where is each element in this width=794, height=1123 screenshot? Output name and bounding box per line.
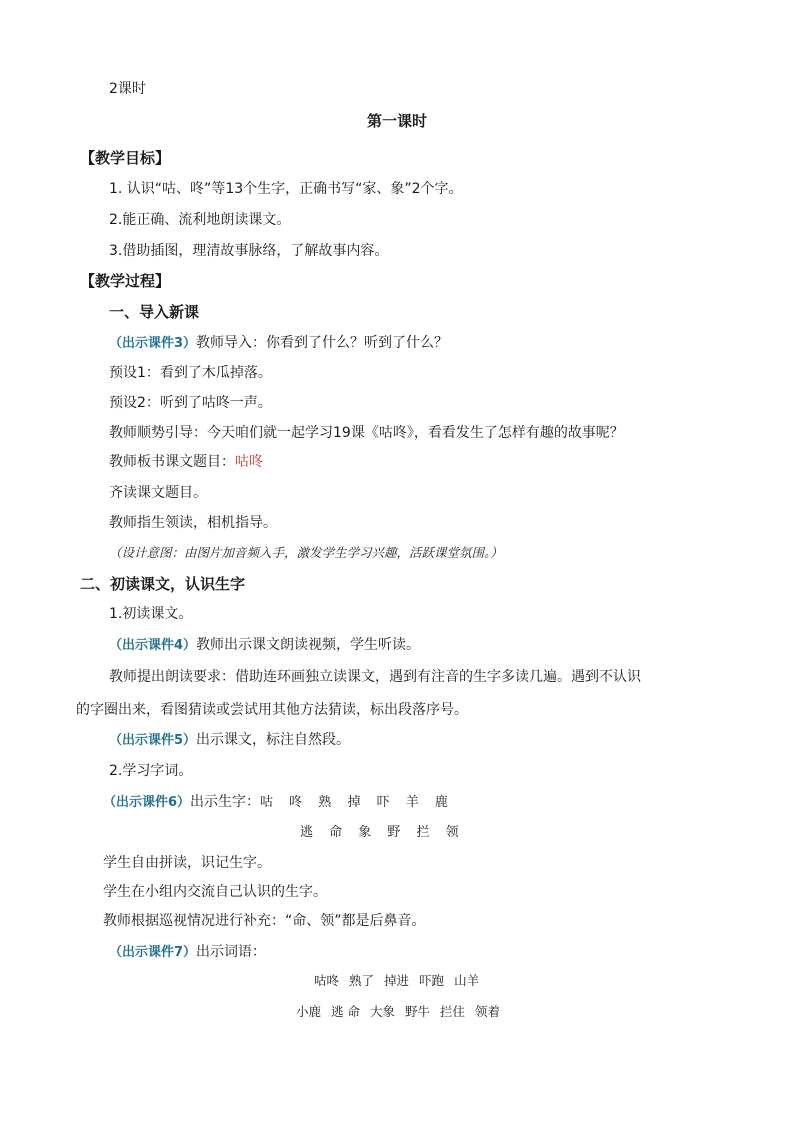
- requirement-line-2: 的字圈出来，看图猜读或尝试用其他方法猜读，标出段落序号。: [76, 702, 468, 718]
- goal-item: 2.能正确、流利地朗读课文。: [109, 212, 291, 228]
- supplement: 教师根据巡视情况进行补充：“命、领”都是后鼻音。: [103, 913, 426, 929]
- group-exchange: 学生在小组内交流自己认识的生字。: [103, 884, 327, 900]
- design-note: （设计意图：由图片加音频入手，激发学生学习兴趣，活跃课堂氛围。）: [109, 545, 503, 560]
- courseware5-line: [109, 731, 350, 750]
- requirement-line-1: 教师提出朗读要求：借助连环画独立读课文，遇到有注音的生字多读几遍。遇到不认识: [109, 669, 641, 685]
- courseware-tag: （出示课件5）: [109, 733, 197, 748]
- teacher-guide: 教师顺势引导：今天咱们就一起学习19课《咕咚》，看看发生了怎样有趣的故事呢？: [109, 425, 624, 441]
- board-prefix: 教师板书课文题目：: [109, 454, 235, 470]
- section2-title: 二、初读课文，认识生字: [80, 575, 246, 593]
- word: 吓跑: [419, 973, 445, 988]
- process-heading: 【教学过程】: [80, 272, 171, 290]
- read-title: 齐读课文题目。: [109, 485, 207, 501]
- preset-1: 预设1：看到了木瓜掉落。: [109, 365, 272, 381]
- goal-item: 1. 认识“咕、咚”等13个生字，正确书写“家、象”2个字。: [109, 181, 463, 197]
- courseware-tag: （出示课件7）: [109, 945, 197, 960]
- courseware3-line: [109, 334, 448, 353]
- courseware-text: 教师出示课文朗读视频，学生听读。: [196, 637, 421, 653]
- chars-row-1: 咕 咚 熟 掉 吓 羊 鹿: [260, 795, 454, 810]
- courseware-text: 出示词语：: [196, 944, 267, 960]
- word: 大象: [370, 1004, 396, 1019]
- courseware4-line: [109, 636, 420, 655]
- lead-read: 教师指生领读，相机指导。: [109, 515, 277, 531]
- word: 拦住: [440, 1004, 466, 1019]
- class-hours: 2课时: [109, 81, 146, 97]
- courseware-text: 出示生字：: [190, 794, 261, 810]
- courseware6-line: [103, 793, 454, 812]
- word: 小鹿: [296, 1004, 322, 1019]
- words-row-2: [296, 1003, 510, 1021]
- courseware-tag: （出示课件6）: [103, 795, 191, 810]
- word: 野牛: [405, 1004, 431, 1019]
- self-read: 学生自由拼读，识记生字。: [103, 855, 271, 871]
- word: 山羊: [454, 973, 480, 988]
- lesson-title: 第一课时: [366, 112, 427, 130]
- preset-2: 预设2：听到了咕咚一声。: [109, 395, 272, 411]
- section1-title: 一、导入新课: [109, 303, 200, 321]
- chars-row-2: 逃 命 象 野 拦 领: [300, 825, 465, 840]
- courseware-text: 出示课文，标注自然段。: [196, 732, 351, 748]
- goals-heading: 【教学目标】: [80, 149, 171, 167]
- courseware-tag: （出示课件3）: [109, 336, 197, 351]
- word: 领着: [475, 1004, 501, 1019]
- courseware7-line: [109, 943, 266, 962]
- courseware-text: 教师导入：你看到了什么？听到了什么？: [196, 335, 449, 351]
- goal-item: 3.借助插图，理清故事脉络，了解故事内容。: [109, 243, 389, 259]
- word: 逃 命: [331, 1004, 360, 1019]
- courseware-tag: （出示课件4）: [109, 638, 197, 653]
- word: 咕咚: [314, 973, 340, 988]
- step-2: 2.学习字词。: [109, 763, 193, 779]
- word: 熟了: [349, 973, 375, 988]
- word: 掉进: [384, 973, 410, 988]
- board-title: 咕咚: [235, 454, 263, 470]
- words-row-1: [314, 972, 489, 990]
- board-line: [109, 453, 263, 471]
- step-1: 1.初读课文。: [109, 606, 193, 622]
